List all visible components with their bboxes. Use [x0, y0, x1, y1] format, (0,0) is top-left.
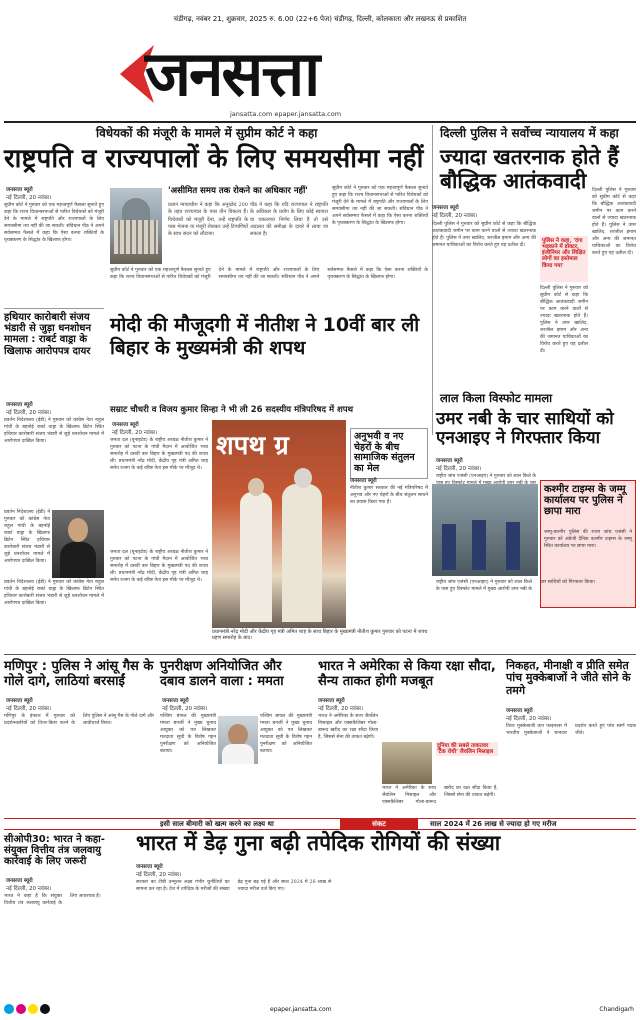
masthead-urls[interactable]: jansatta.com epaper.jansatta.com	[230, 110, 342, 118]
manipur-dateline: नई दिल्ली, 20 नवंबर।	[6, 706, 52, 712]
manipur-body: मणिपुर के इंफाल में गुरुवार को प्रदर्शनकारियों को तितर-बितर करने के लिए पुलिस ने आंसू गैस के गोले दागे और लाठीचार्ज किया।	[4, 714, 154, 726]
black-dot-icon	[40, 1004, 50, 1014]
strip-mid: संकट	[340, 819, 418, 830]
boxing-dateline: नई दिल्ली, 20 नवंबर।	[506, 716, 552, 722]
bihar-photo: शपथ ग्र	[212, 420, 346, 628]
bihar-dateline: नई दिल्ली, 20 नवंबर।	[112, 430, 158, 436]
weapons-headline[interactable]: हथियार कारोबारी संजय भंडारी से जुड़ा धनशोधन मामला : राबर्ट वाड्रा के खिलाफ आरोपपत्र दायर	[4, 312, 92, 357]
lead-byline: जनसत्ता ब्यूरो	[6, 187, 33, 193]
masthead-dateline: चंडीगढ़, नवंबर 21, शुक्रवार, 2025 रु. 6.00 (22+6 पेज) चंडीगढ़, दिल्ली, कोलकाता और लखनऊ से प्रकाशित	[173, 15, 467, 23]
mamata-photo	[218, 716, 258, 764]
lead-body: सुप्रीम कोर्ट ने गुरुवार को एक महत्त्वपूर्ण फैसला सुनाते हुए कहा कि राज्य विधानसभाओं से पारित विधेयकों को मंजूरी देने के मामले में राष्ट्रपति और राज्यपालों के लिए समयसीमा तय नहीं की जा सकती। संविधान पीठ ने अपने सर्वसम्मत फैसले में कहा कि ऐसा करना शक्तियों के पृथक्करण के सिद्धांत के खिलाफ होगा।	[4, 203, 104, 243]
mamata-byline: जनसत्ता ब्यूरो	[162, 698, 189, 704]
lead-body-cont: सुप्रीम कोर्ट ने गुरुवार को एक महत्त्वपूर्ण फैसला सुनाते हुए कहा कि राज्य विधानसभाओं से पारित विधेयकों को मंजूरी देने के मामले में राष्ट्रपति और राज्यपालों के लिए समयसीमा तय नहीं की जा सकती। संविधान पीठ ने अपने सर्वसम्मत फैसले में कहा कि ऐसा करना शक्तियों के पृथक्करण के सिद्धांत के खिलाफ होगा।	[110, 268, 428, 280]
mamata-dateline: नई दिल्ली, 20 नवंबर।	[162, 706, 208, 712]
redfort-dateline: नई दिल्ली, 20 नवंबर।	[436, 466, 482, 472]
lead-quote: 'असीमित समय तक रोकने का अधिकार नहीं'	[168, 186, 308, 196]
lead-kicker: विधेयकों की मंजूरी के मामले में सुप्रीम कोर्ट ने कहा	[96, 126, 318, 140]
weapons-body-3: प्रवर्तन निदेशालय (ईडी) ने गुरुवार को कांग्रेस नेता राहुल गांधी के बहनोई राबर्ट वाड्रा के खिलाफ ब्रिटेन स्थित हथियार कारोबारी संजय भंडारी से जुड़े धनशोधन मामले में आरोपपत्र दाखिल किया।	[4, 580, 104, 606]
bihar-body: जनता दल (यूनाइटेड) के राष्ट्रीय अध्यक्ष नीतीश कुमार ने गुरुवार को पटना के गांधी मैदान में आयोजित भव्य समारोह में दसवीं बार बिहार के मुख्यमंत्री पद की शपथ ली। प्रधानमंत्री नरेंद्र मोदी, केंद्रीय गृह मंत्री अमित शाह समेत राजग के कई वरिष्ठ नेता इस मौके पर मौजूद थे।	[110, 438, 208, 471]
bihar-side-byline: जनसत्ता ब्यूरो	[350, 478, 377, 484]
tb-dateline: नई दिल्ली, 20 नवंबर।	[136, 872, 182, 878]
america-body: भारत ने अमेरिका के साथ जैवलिन मिसाइल और एक्सकैलिबर गोला-बारूद खरीद का रक्षा सौदा किया है, जिससे सेना की ताकत बढ़ेगी।	[318, 714, 378, 740]
vadra-photo	[52, 510, 104, 578]
bihar-side-body: नीतीश कुमार सरकार की नई मंत्रिपरिषद में अनुभव और नए चेहरों के बीच संतुलन साधने का प्रयास किया गया है।	[350, 486, 428, 505]
america-headline[interactable]: भारत ने अमेरिका से किया रक्षा सौदा, सैन्य ताकत होगी मजबूत	[318, 659, 496, 689]
bihar-side-head: अनुभवी व नए चेहरों के बीच सामाजिक संतुलन का मेल	[350, 428, 428, 479]
lead-body-right: सुप्रीम कोर्ट ने गुरुवार को एक महत्त्वपूर्ण फैसला सुनाते हुए कहा कि राज्य विधानसभाओं से पारित विधेयकों को मंजूरी देने के मामले में राष्ट्रपति और राज्यपालों के लिए समयसीमा तय नहीं की जा सकती। संविधान पीठ ने अपने सर्वसम्मत फैसले में कहा कि ऐसा करना शक्तियों के पृथक्करण के सिद्धांत के खिलाफ होगा।	[332, 186, 428, 226]
lead-sidebar-1: प्रधान न्यायाधीश ने कहा कि अनुच्छेद 200 के तहत राज्यपाल के पास तीन विकल्प हैं। विधेयकों को मंजूरी देना, उन्हें राष्ट्रपति के पास भेजना या मंजूरी रोककर उन्हें टिप्पणियों के साथ सदन को लौटाना।	[168, 202, 248, 237]
right-top-headline[interactable]: ज्यादा खतरनाक होते हैं बौद्धिक आतंकवादी	[440, 145, 619, 193]
weapons-dateline: नई दिल्ली, 20 नवंबर।	[6, 410, 52, 416]
lead-dateline: नई दिल्ली, 20 नवंबर।	[6, 195, 52, 201]
redfort-headline[interactable]: उमर नबी के चार साथियों को एनआइए ने गिरफ्तार किया	[436, 409, 614, 449]
right-top-dateline: नई दिल्ली, 20 नवंबर।	[432, 213, 478, 219]
tb-body: सरकार का टीबी उन्मूलन लक्ष्य गंभीर चुनौतियों का सामना कर रहा है। देश में तपेदिक के मरीजों की संख्या डेढ़ गुना बढ़ गई है और साल 2024 में 26 लाख से ज्यादा मरीज दर्ज किए गए।	[136, 880, 332, 892]
tb-headline[interactable]: भारत में डेढ़ गुना बढ़ी तपेदिक रोगियों की संख्या	[136, 831, 501, 855]
bihar-headline[interactable]: मोदी की मौजूदगी में नीतीश ने 10वीं बार ली बिहार के मुख्यमंत्री की शपथ	[110, 314, 420, 360]
yellow-dot-icon	[28, 1004, 38, 1014]
weapons-byline: जनसत्ता ब्यूरो	[6, 402, 33, 408]
boxing-byline: जनसत्ता ब्यूरो	[506, 708, 533, 714]
bihar-body-2: जनता दल (यूनाइटेड) के राष्ट्रीय अध्यक्ष नीतीश कुमार ने गुरुवार को पटना के गांधी मैदान में आयोजित भव्य समारोह में दसवीं बार बिहार के मुख्यमंत्री पद की शपथ ली। प्रधानमंत्री नरेंद्र मोदी, केंद्रीय गृह मंत्री अमित शाह समेत राजग के कई वरिष्ठ नेता इस मौके पर मौजूद थे।	[110, 550, 208, 583]
america-dateline: नई दिल्ली, 20 नवंबर।	[318, 706, 364, 712]
magenta-dot-icon	[16, 1004, 26, 1014]
masthead-rule	[4, 121, 636, 123]
tb-byline: जनसत्ता ब्यूरो	[136, 864, 163, 870]
cop30-byline: जनसत्ता ब्यूरो	[6, 878, 33, 884]
footer	[0, 1002, 640, 1020]
strip-right: साल 2024 में 26 लाख से ज्यादा हो गए मरीज	[430, 820, 557, 828]
strip-left: इसी साल बीमारी को खत्म करने का लक्ष्य था	[160, 820, 274, 828]
footer-edition: Chandigarh	[599, 1006, 634, 1013]
redfort-body-2: राष्ट्रीय जांच एजंसी (एनआइए) ने गुरुवार को लाल किले के पास हुए विस्फोट मामले में मुख्य आरोपी उमर नबी के चार साथियों को गिरफ्तार किया।	[436, 580, 596, 592]
boxing-body: विश्व मुक्केबाजी कप फाइनल्स में भारतीय मुक्केबाजों ने शानदार प्रदर्शन करते हुए पांच स्वर्ण पदक जीते।	[506, 724, 636, 736]
mamata-body-2: पश्चिम बंगाल की मुख्यमंत्री ममता बनर्जी ने मुख्य चुनाव आयुक्त को पत्र लिखकर मतदाता सूची के विशेष गहन पुनरीक्षण को अनियोजित बताया।	[260, 714, 312, 754]
lead-sidebar-2: पीठ ने कहा कि यदि राज्यपाल ने राष्ट्रपति के अधिकार के प्रयोग के लिए कोई स्वायत्त या एकतरफा निर्णय लिया है तो उसे अदालत की समीक्षा के दायरे में लाया जा सकता है।	[250, 202, 328, 237]
section-rule	[4, 654, 636, 655]
masthead-logo: जनसत्ता	[145, 37, 319, 110]
mamata-body: पश्चिम बंगाल की मुख्यमंत्री ममता बनर्जी ने मुख्य चुनाव आयुक्त को पत्र लिखकर मतदाता सूची के विशेष गहन पुनरीक्षण को अनियोजित बताया।	[160, 714, 216, 754]
bihar-byline: जनसत्ता ब्यूरो	[112, 422, 139, 428]
redfort-body: राष्ट्रीय जांच एजंसी (एनआइए) ने गुरुवार को लाल किले के	[436, 474, 536, 479]
right-top-kicker: दिल्ली पुलिस ने सर्वोच्च न्यायालय में कहा	[440, 126, 619, 140]
manipur-headline[interactable]: मणिपुर : पुलिस ने आंसू गैस के गोले दागे, लाठियां बरसाईं	[4, 659, 154, 689]
cyan-dot-icon	[4, 1004, 14, 1014]
bihar-caption: प्रधानमंत्री नरेंद्र मोदी और केंद्रीय गृह मंत्री अमित शाह के साथ बिहार के मुख्यमंत्री नीतीश कुमार गुरुवार को पटना में शपथ ग्रहण समारोह के बाद।	[212, 629, 428, 641]
redfort-photo	[432, 484, 538, 576]
right-top-body: दिल्ली पुलिस ने गुरुवार को सुप्रीम कोर्ट से कहा कि बौद्धिक आतंकवादी जमीन पर काम करने वालों से ज्यादा खतरनाक होते हैं। पुलिस ने उमर खालिद, शरजील इमाम और अन्य की जमानत याचिकाओं का विरोध करते हुए यह दलील दी।	[432, 222, 536, 248]
divider	[4, 308, 104, 309]
america-byline: जनसत्ता ब्यूरो	[318, 698, 345, 704]
supreme-court-image	[110, 188, 162, 264]
manipur-byline: जनसत्ता ब्यूरो	[6, 698, 33, 704]
redfort-byline: जनसत्ता ब्यूरो	[436, 458, 463, 464]
redfort-kicker: लाल किला विस्फोट मामला	[440, 391, 553, 405]
redfort-box-head: कश्मीर टाइम्स के जम्मू कार्यालय पर पुलिस ने छापा मारा	[544, 484, 626, 518]
cop30-dateline: नई दिल्ली, 20 नवंबर।	[6, 886, 52, 892]
right-top-body-2: दिल्ली पुलिस ने गुरुवार को सुप्रीम कोर्ट से कहा कि बौद्धिक आतंकवादी जमीन पर काम करने वालों से ज्यादा खतरनाक होते हैं। पुलिस ने उमर खालिद, शरजील इमाम और अन्य की जमानत याचिकाओं का विरोध करते हुए यह दलील दी।	[592, 188, 636, 256]
redfort-box-body: जम्मू-कश्मीर पुलिस की राज्य जांच एजंसी ने गुरुवार को अंग्रेजी दैनिक कश्मीर टाइम्स के जम्मू स्थित कार्यालय पर छापा मारा।	[544, 530, 632, 549]
weapons-body: प्रवर्तन निदेशालय (ईडी) ने गुरुवार को कांग्रेस नेता राहुल गांधी के बहनोई राबर्ट वाड्रा के खिलाफ ब्रिटेन स्थित हथियार कारोबारी संजय भंडारी से जुड़े धनशोधन मामले में आरोपपत्र दाखिल किया।	[4, 418, 104, 444]
lead-headline[interactable]: राष्ट्रपति व राज्यपालों के लिए समयसीमा नहीं	[4, 144, 424, 174]
right-top-byline: जनसत्ता ब्यूरो	[432, 205, 459, 211]
cop30-headline[interactable]: सीओपी30: भारत ने कहा- संयुक्त वित्तीय तंत्र जलवायु कार्रवाई के लिए जरूरी	[4, 834, 105, 868]
weapons-body-2: प्रवर्तन निदेशालय (ईडी) ने गुरुवार को कांग्रेस नेता राहुल गांधी के बहनोई राबर्ट वाड्रा के खिलाफ ब्रिटेन स्थित हथियार कारोबारी संजय भंडारी से जुड़े धनशोधन मामले में आरोपपत्र दाखिल किया।	[4, 510, 50, 564]
boxing-headline[interactable]: निकहत, मीनाक्षी व प्रीति समेत पांच मुक्केबाजों ने जीते सोने के तमगे	[506, 659, 631, 697]
bihar-subheadline: सम्राट चौधरी व विजय कुमार सिन्हा ने भी ली 26 सदस्यीय मंत्रिपरिषद में शपथ	[110, 405, 354, 415]
cop30-body: भारत ने कहा है कि संयुक्त वित्तीय तंत्र जलवायु कार्रवाई के लिए आवश्यक है।	[4, 894, 101, 906]
footer-url[interactable]: epaper.jansatta.com	[270, 1006, 332, 1013]
america-photo	[382, 742, 432, 784]
america-body-2: भारत ने अमेरिका के साथ जैवलिन मिसाइल और एक्सकैलिबर गोला-बारूद खरीद का रक्षा सौदा किया है, जिससे सेना की ताकत बढ़ेगी।	[382, 786, 498, 805]
right-top-callout: पुलिस ने कहा, 'दंगा भड़काने में डॉक्टर, इंजीनियर और शिक्षित लोगों का इस्तेमाल किया गया'	[540, 236, 588, 282]
mamata-headline[interactable]: पुनरीक्षण अनियोजित और दबाव डालने वाला : ममता	[160, 659, 284, 689]
america-inset: दुनिया की सबसे ताकतवर 'टैंक रोधी' जैवलिन मिसाइल	[436, 742, 498, 756]
right-top-body-3: दिल्ली पुलिस ने गुरुवार को सुप्रीम कोर्ट से कहा कि बौद्धिक आतंकवादी जमीन पर काम करने वालों से ज्यादा खतरनाक होते हैं। पुलिस ने उमर खालिद, शरजील इमाम और अन्य की जमानत याचिकाओं का विरोध करते हुए यह दलील दी।	[540, 286, 588, 354]
